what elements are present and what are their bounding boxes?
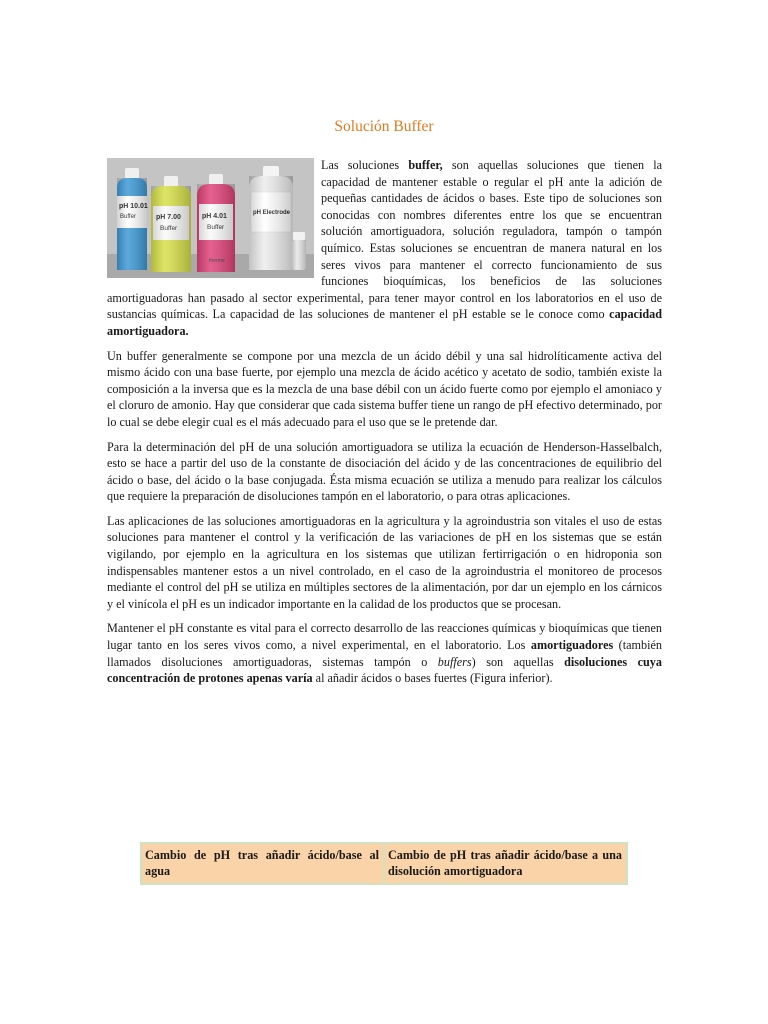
p1-text-c: son aquellas soluciones que tienen la capacidad de mantener estable o regular el pH ante la adición de pequeñas cantidades de ácidos o bases. Este tipo de soluciones son conocidas con nombres diferentes entre los que se encuentran solución amortiguadora, solución reguladora, tampón o tampón químico. Estas soluciones se encuentran de manera natural en los seres vivos para mantener el correcto funcionamiento de sus funciones bioquímicas, los beneficios de las soluciones amortiguadoras han pasado al sector experimental, para tener mayor control en los laboratorios en el uso de sustancias químicas. La capacidad de las soluciones de mantener el pH estable se le conoce como bbox=[107, 158, 662, 322]
table-cell-water: Cambio de pH tras añadir ácido/base al agua bbox=[141, 843, 384, 884]
paragraph-5 bbox=[107, 620, 662, 686]
table-row bbox=[141, 843, 627, 884]
paragraph-3: Para la determinación del pH de una solución amortiguadora se utiliza la ecuación de Henderson-Hasselbalch, esto se hace a partir del uso de la constante de disociación del ácido y de las concentraciones de equilibrio del ácido o base, del ácido o la base conjugada. Ésta misma ecuación se utiliza a menudo para realizar los cálculos que requiere la preparación de disoluciones tampón en el laboratorio, o para otras aplicaciones. bbox=[107, 439, 662, 504]
table-cell-buffer: Cambio de pH tras añadir ácido/base a una disolución amortiguadora bbox=[384, 843, 627, 884]
p5-bold-disoluciones: disoluciones cuya concentración de protones apenas varía bbox=[107, 654, 662, 686]
p5-text-d: ) son aquellas bbox=[471, 654, 565, 669]
paragraph-4: Las aplicaciones de las soluciones amortiguadoras en la agricultura y la agroindustria son vitales el uso de estas soluciones para mantener el control y la verificación de las variaciones de pH en los sistemas que se están vigilando, por ejemplo en la agricultura en los sistemas que utilizan fertirrigación o en hidroponia son indispensables mantener estos a un nivel controlado, en el caso de la agroindustria el monitoreo de procesos mediante el control del pH se utiliza en múltiples sectores de la alimentación, por dar un ejemplo en los cárnicos y el vinícola el pH es un indicador importante en la calidad de los productos que se procesan. bbox=[107, 513, 662, 611]
page-title: Solución Buffer bbox=[334, 118, 434, 135]
comparison-table bbox=[140, 842, 628, 885]
p5-italic-buffers: buffers bbox=[437, 654, 472, 669]
p1-text-a: Las soluciones bbox=[321, 158, 409, 172]
p1-bold-buffer: buffer, bbox=[408, 158, 443, 172]
p5-text-a: Mantener el pH constante es vital para el correcto desarrollo de las reacciones químicas y bioquímicas que tienen lugar tanto en los seres vivos como, a nivel experimental, en el laboratorio. Los bbox=[107, 621, 662, 653]
paragraph-2: Un buffer generalmente se compone por una mezcla de un ácido débil y una sal hidrolíticamente activa del mismo ácido con una base fuerte, por ejemplo una mezcla de ácido acético y acetato de sodio, también existe la composición a la inversa que es la mezcla de una base débil con un ácido fuerte como por ejemplo el amoniaco y el cloruro de amonio. Hay que considerar que cada sistema buffer tiene un rango de pH efectivo determinado, por lo cual se debe elegir cual es el más adecuado para el uso que se le pretende dar. bbox=[107, 348, 662, 429]
p5-bold-amortiguadores: amortiguadores bbox=[530, 638, 614, 653]
p5-text-c: (también llamados disoluciones amortiguadoras, sistemas tampón o bbox=[107, 638, 662, 669]
p5-text-e: al añadir ácidos o bases fuertes (Figura inferior). bbox=[312, 671, 553, 686]
article-body bbox=[107, 157, 662, 695]
p1-bold-capacidad: capacidad amortiguadora. bbox=[107, 307, 662, 338]
